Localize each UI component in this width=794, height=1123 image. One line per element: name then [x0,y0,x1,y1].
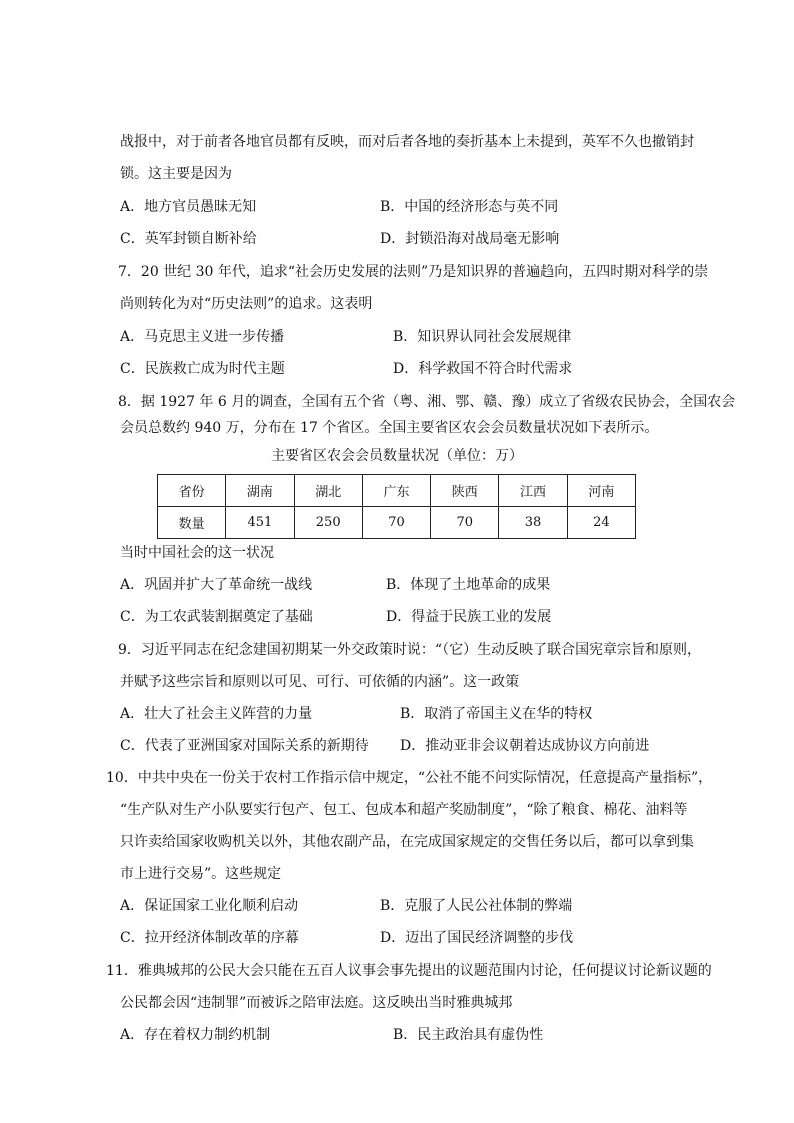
table-row [158,507,636,539]
q7-option-b: B．知识界认同社会发展规律 [393,329,572,345]
q9-option-a: A．壮大了社会主义阵营的力量 [120,706,313,722]
q11-stem-line-2: 公民都会因“违制罪”而被诉之陪审法庭。这反映出当时雅典城邦 [120,995,513,1011]
q10-stem-line-1: 10．中共中央在一份关于农村工作指示信中规定，“公社不能不问实际情况，任意提高产量指标”， [106,770,713,786]
q8-stem-line-3: 当时中国社会的这一状况 [120,545,274,561]
province-cell: 广东 [362,475,430,507]
q6-stem-line-1: 战报中，对于前者各地官员都有反映，而对后者各地的奏折基本上未提到，英军不久也撤销封 [120,134,694,150]
q7-option-a: A．马克思主义进一步传播 [120,329,285,345]
table-row [158,475,636,507]
q9-option-d: D．推动亚非会议朝着达成协议方向前进 [400,738,650,754]
q6-option-b: B．中国的经济形态与英不同 [380,199,559,215]
province-cell: 湖南 [226,475,294,507]
q7-stem-line-1: 7．20 世纪 30 年代，追求“社会历史发展的法则”乃是知识界的普遍趋向，五四时期对科学的崇 [118,264,709,280]
q9-stem-line-2: 并赋予这些宗旨和原则以可见、可行、可依循的内涵”。这一政策 [120,674,520,690]
q8-table-caption: 主要省区农会会员数量状况（单位：万） [271,448,523,464]
q11-stem-line-1: 11．雅典城邦的公民大会只能在五百人议事会事先提出的议题范围内讨论，任何提议讨论新议题的 [106,963,712,979]
q11-option-b: B．民主政治具有虚伪性 [393,1027,544,1043]
q10-option-c: C．拉开经济体制改革的序幕 [120,930,299,946]
q10-stem-line-3: 只许卖给国家收购机关以外，其他农副产品，在完成国家规定的交售任务以后，都可以拿到集 [120,834,694,850]
q10-stem-line-4: 市上进行交易”。这些规定 [120,866,282,882]
q8-option-a: A．巩固并扩大了革命统一战线 [120,577,313,593]
q7-stem-line-2: 尚则转化为对“历史法则”的追求。这表明 [120,296,373,312]
q7-option-d: D．科学救国不符合时代需求 [393,361,573,377]
province-cell: 河南 [567,475,635,507]
q9-option-c: C．代表了亚洲国家对国际关系的新期待 [120,738,369,754]
table-header-cell: 省份 [158,475,226,507]
q8-stem-line-2: 会员总数约 940 万，分布在 17 个省区。全国主要省区农会会员数量状况如下表所示。 [120,420,659,436]
q7-option-c: C．民族救亡成为时代主题 [120,361,285,377]
count-cell: 70 [431,507,499,539]
q8-option-b: B．体现了土地革命的成果 [386,577,551,593]
count-cell: 451 [226,507,294,539]
q8-member-table [157,474,636,539]
q6-option-c: C．英军封锁自断补给 [120,231,257,247]
q10-option-a: A．保证国家工业化顺利启动 [120,898,299,914]
q8-option-d: D．得益于民族工业的发展 [386,609,552,625]
province-cell: 陕西 [431,475,499,507]
count-cell: 24 [567,507,635,539]
q9-option-b: B．取消了帝国主义在华的特权 [400,706,593,722]
q11-option-a: A．存在着权力制约机制 [120,1027,271,1043]
count-cell: 250 [294,507,362,539]
province-cell: 湖北 [294,475,362,507]
q8-option-c: C．为工农武装割据奠定了基础 [120,609,313,625]
q6-option-a: A．地方官员愚昧无知 [120,199,257,215]
q8-stem-line-1: 8．据 1927 年 6 月的调查，全国有五个省（粤、湘、鄂、赣、豫）成立了省级农民协会，全国农会 [118,394,736,410]
count-cell: 38 [499,507,567,539]
q10-option-b: B．克服了人民公社体制的弊端 [380,898,573,914]
count-cell: 70 [362,507,430,539]
province-cell: 江西 [499,475,567,507]
q9-stem-line-1: 9．习近平同志在纪念建国初期某一外交政策时说：“（它）生动反映了联合国宪章宗旨和原则， [118,642,702,658]
q10-stem-line-2: “生产队对生产小队要实行包产、包工、包成本和超产奖励制度”，“除了粮食、棉花、油料等 [120,802,688,818]
table-header-cell: 数量 [158,507,226,539]
q10-option-d: D．迈出了国民经济调整的步伐 [380,930,574,946]
q6-option-d: D．封锁沿海对战局毫无影响 [380,231,560,247]
q6-stem-line-2: 锁。这主要是因为 [120,166,232,182]
